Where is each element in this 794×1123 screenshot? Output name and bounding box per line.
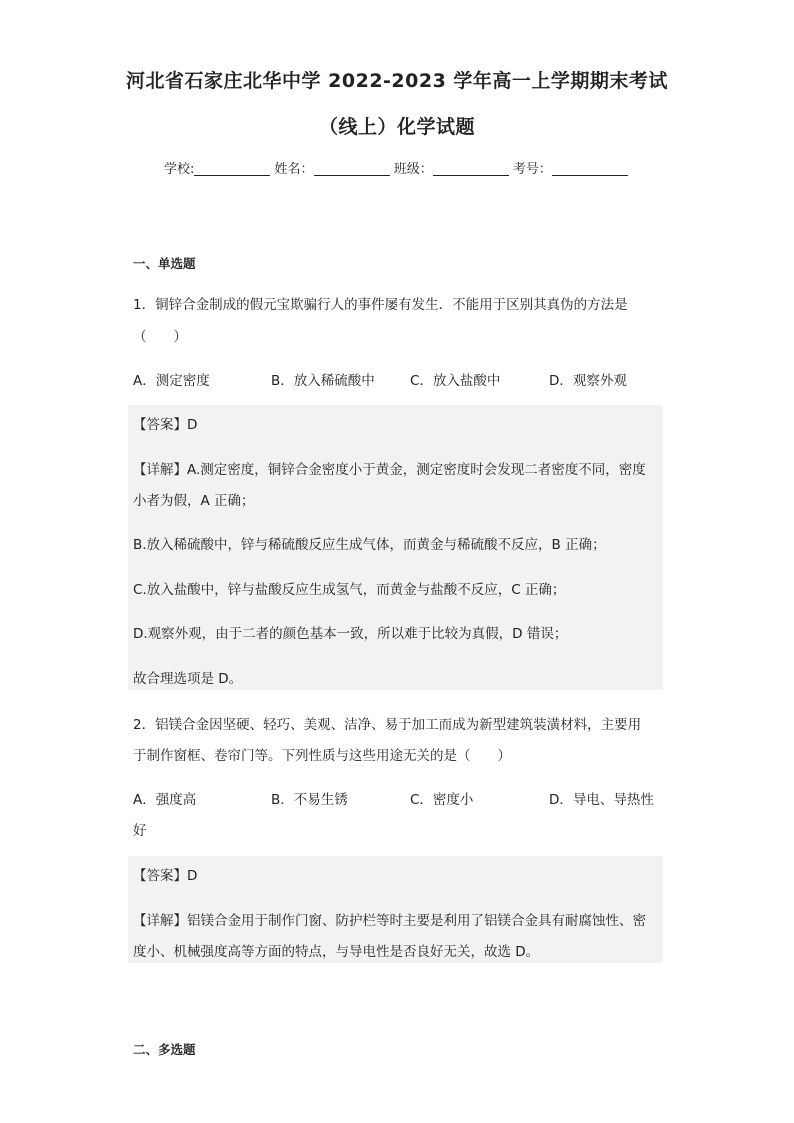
q2-option-c: C．密度小 (410, 792, 474, 808)
q1-detail-line4: C.放入盐酸中，锌与盐酸反应生成氢气，而黄金与盐酸不反应，C 正确； (133, 582, 566, 598)
name-blank (314, 161, 390, 176)
exam-number-label: 考号： (512, 162, 552, 177)
class-label: 班级： (393, 162, 433, 177)
q2-option-d: D．导电、导热性 (549, 792, 654, 808)
school-blank (194, 161, 270, 176)
q1-option-c: C．放入盐酸中 (410, 373, 501, 389)
q2-stem-line1: 2．铝镁合金因坚硬、轻巧、美观、洁净、易于加工而成为新型建筑装潢材料，主要用 (133, 717, 642, 733)
school-label: 学校: (164, 162, 195, 177)
q1-detail-line3: B.放入稀硫酸中，锌与稀硫酸反应生成气体，而黄金与稀硫酸不反应，B 正确； (133, 537, 606, 553)
q1-stem-line1: 1．铜锌合金制成的假元宝欺骗行人的事件屡有发生．不能用于区别其真伪的方法是 (133, 297, 628, 313)
section-title-multi-choice: 二、多选题 (133, 1042, 196, 1057)
q1-detail-line6: 故合理选项是 D。 (133, 671, 243, 687)
document-title-line2: （线上）化学试题 (318, 116, 475, 138)
q1-stem-line2: （ ） (133, 329, 187, 345)
name-label: 姓名： (274, 162, 314, 177)
q2-stem-line2: 于制作窗框、卷帘门等。下列性质与这些用途无关的是（ ） (133, 748, 511, 764)
q2-answer: 【答案】D (133, 868, 198, 884)
section-title-single-choice: 一、单选题 (133, 256, 196, 271)
q1-detail-line2: 小者为假，A 正确； (133, 493, 255, 509)
q1-option-a: A．测定密度 (133, 373, 210, 389)
q2-detail-line2: 度小、机械强度高等方面的特点，与导电性是否良好无关，故选 D。 (133, 944, 540, 960)
q2-option-d-wrap: 好 (133, 823, 147, 839)
q2-detail-line1: 【详解】铝镁合金用于制作门窗、防护栏等时主要是利用了铝镁合金具有耐腐蚀性、密 (133, 913, 646, 929)
document-title-line1: 河北省石家庄北华中学 2022-2023 学年高一上学期期末考试 (126, 70, 668, 92)
exam-number-blank (552, 161, 628, 176)
q1-detail-line1: 【详解】A.测定密度，铜锌合金密度小于黄金，测定密度时会发现二者密度不同，密度 (133, 462, 646, 478)
q1-detail-line5: D.观察外观，由于二者的颜色基本一致，所以难于比较为真假，D 错误； (133, 626, 568, 642)
q1-option-b: B．放入稀硫酸中 (271, 373, 375, 389)
q2-option-a: A．强度高 (133, 792, 197, 808)
student-info-fields (164, 158, 628, 177)
class-blank (433, 161, 509, 176)
q1-answer: 【答案】D (133, 417, 198, 433)
q1-option-d: D．观察外观 (549, 373, 627, 389)
q2-option-b: B．不易生锈 (271, 792, 348, 808)
